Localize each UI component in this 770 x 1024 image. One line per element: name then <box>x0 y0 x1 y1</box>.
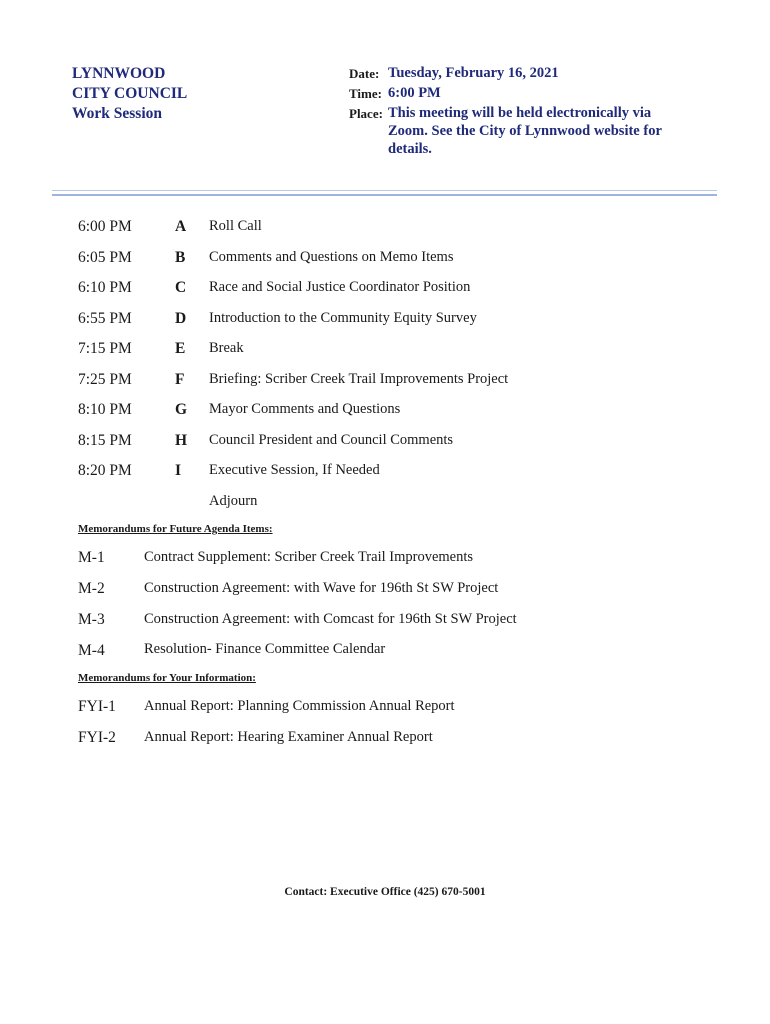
agenda-item-title: Comments and Questions on Memo Items <box>209 249 454 265</box>
agenda-time: 8:20 PM <box>78 462 132 479</box>
agenda-time: 8:15 PM <box>78 432 132 449</box>
memo-title: Construction Agreement: with Wave for 196th St SW Project <box>144 580 499 596</box>
agenda-item-title: Mayor Comments and Questions <box>209 401 401 417</box>
agenda-time: 6:55 PM <box>78 310 132 327</box>
agenda-item-title: Introduction to the Community Equity Survey <box>209 310 477 326</box>
meeting-type: Work Session <box>72 105 163 122</box>
organization-title <box>72 64 187 124</box>
org-name-line1: LYNNWOOD <box>72 65 166 82</box>
memo-code: M-4 <box>78 642 105 659</box>
agenda-letter: A <box>175 218 187 235</box>
agenda-item-title: Roll Call <box>209 218 262 234</box>
memo-code: M-3 <box>78 611 105 628</box>
place-value: This meeting will be held electronically via Zoom. See the City of Lynnwood website for details. <box>388 105 662 157</box>
place-label: Place: <box>349 106 383 121</box>
agenda-letter: I <box>175 462 182 479</box>
time-label: Time: <box>349 86 382 101</box>
agenda-item-title: Executive Session, If Needed <box>209 462 380 478</box>
memo-title: Annual Report: Hearing Examiner Annual Report <box>144 729 433 745</box>
header-divider <box>52 190 717 196</box>
date-value: Tuesday, February 16, 2021 <box>388 65 559 81</box>
memo-code: M-1 <box>78 549 105 566</box>
memo-code: M-2 <box>78 580 105 597</box>
time-value: 6:00 PM <box>388 85 441 101</box>
agenda-item-title: Race and Social Justice Coordinator Position <box>209 279 471 295</box>
memo-title: Contract Supplement: Scriber Creek Trail Improvements <box>144 549 474 565</box>
info-memos-heading: Memorandums for Your Information: <box>78 672 256 684</box>
agenda-item-title: Break <box>209 340 244 356</box>
agenda-letter: G <box>175 401 188 418</box>
memo-code: FYI-1 <box>78 698 116 715</box>
agenda-item-title: Briefing: Scriber Creek Trail Improvements Project <box>209 371 509 387</box>
agenda-time: 8:10 PM <box>78 401 132 418</box>
agenda-letter: F <box>175 371 185 388</box>
contact-info: Contact: Executive Office (425) 670-5001 <box>284 886 486 898</box>
memo-title: Resolution- Finance Committee Calendar <box>144 641 386 657</box>
agenda-letter: H <box>175 432 188 449</box>
agenda-time: 7:15 PM <box>78 340 132 357</box>
agenda-letter: D <box>175 310 187 327</box>
date-label: Date: <box>349 66 380 81</box>
agenda-time: 6:10 PM <box>78 279 132 296</box>
memo-code: FYI-2 <box>78 729 116 746</box>
org-name-line2: CITY COUNCIL <box>72 85 188 102</box>
future-memos-heading: Memorandums for Future Agenda Items: <box>78 523 273 535</box>
memo-title: Construction Agreement: with Comcast for 196th St SW Project <box>144 611 517 627</box>
agenda-time: 7:25 PM <box>78 371 132 388</box>
agenda-letter: B <box>175 249 186 266</box>
agenda-time: 6:00 PM <box>78 218 132 235</box>
agenda-item-title: Council President and Council Comments <box>209 432 454 448</box>
agenda-letter: E <box>175 340 186 357</box>
memo-title: Annual Report: Planning Commission Annual Report <box>144 698 455 714</box>
adjourn-item: Adjourn <box>209 493 258 509</box>
agenda-time: 6:05 PM <box>78 249 132 266</box>
agenda-letter: C <box>175 279 187 296</box>
